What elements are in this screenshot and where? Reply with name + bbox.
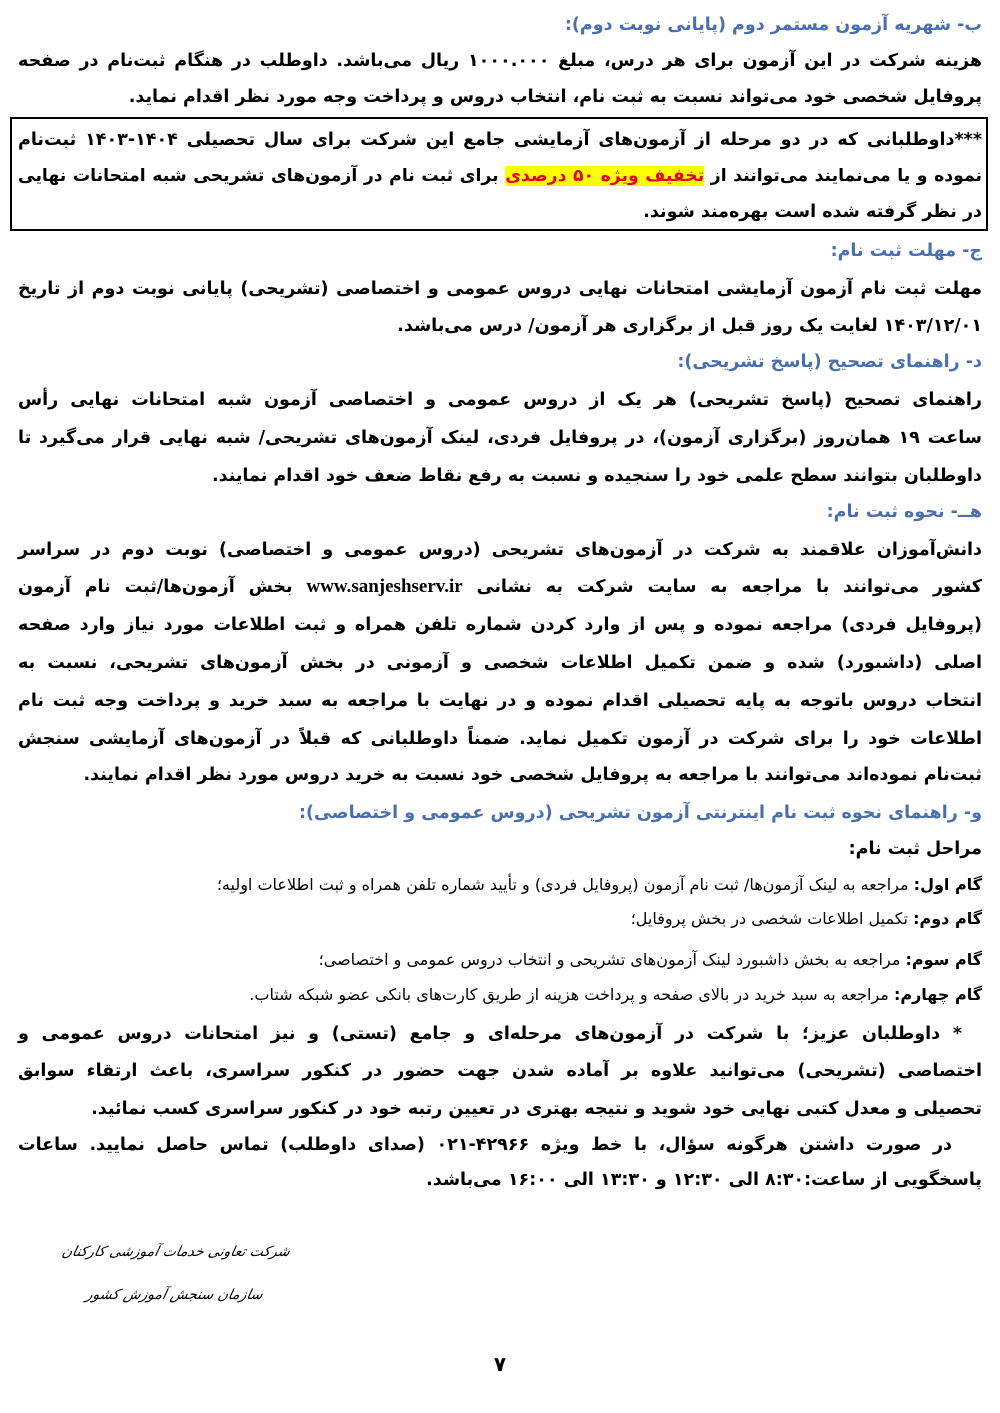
- section-h-line-7: ثبت‌نام نموده‌اند می‌توانند با مراجعه به پروفایل شخصی خود نسبت به خرید دروس مورد نظر اقدام نمایند.: [83, 765, 982, 785]
- step-2: [18, 902, 982, 936]
- note-line-3: تحصیلی و معدل کتبی نهایی خود شوید و نتیجه بهتری در تعیین رتبه خود در کنکور سراسری کسب نمائید.: [91, 1099, 982, 1119]
- section-v-heading: و- راهنمای نحوه ثبت نام اینترنتی آزمون تشریحی (دروس عمومی و اختصاصی):: [298, 803, 982, 823]
- section-c-heading: ج- مهلت ثبت نام:: [830, 241, 982, 261]
- section-h-line-2: [18, 570, 982, 604]
- section-h-line-2-before: کشور می‌توانند با مراجعه به سایت شرکت به نشانی: [476, 577, 982, 597]
- discount-line-2-before: نموده و یا می‌نمایند می‌توانند از: [710, 166, 982, 186]
- section-d-line-2: ساعت ۱۹ همان‌روز (برگزاری آزمون)، در پروفایل فردی، لینک آزمون‌های تشریحی/ شبه نهایی قرار می‌گیرد تا: [18, 428, 982, 448]
- discount-line-2-after: برای ثبت نام در آزمون‌های تشریحی شبه امتحانات نهایی: [18, 166, 499, 186]
- section-h-heading: هــ- نحوه ثبت نام:: [826, 502, 982, 522]
- contact-line-2: پاسخگویی از ساعت:۸:۳۰ الی ۱۲:۳۰ و ۱۳:۳۰ الی ۱۶:۰۰ می‌باشد.: [426, 1170, 982, 1190]
- section-h-line-1: دانش‌آموزان علاقمند به شرکت در آزمون‌های تشریحی (دروس عمومی و اختصاصی) نوبت دوم در سراسر: [18, 540, 982, 560]
- contact-line-1: در صورت داشتن هرگونه سؤال، با خط ویژه ۴۲۹۶۶-۰۲۱ (صدای داوطلب) تماس حاصل نمایید. ساعات: [18, 1135, 952, 1155]
- section-h-line-4: اصلی (داشبورد) شده و ضمن تکمیل اطلاعات شخصی و آزمونی در بخش آزمون‌های تشریحی، نسبت به: [18, 653, 982, 673]
- section-d-line-1: راهنمای تصحیح (پاسخ تشریحی) هر یک از دروس عمومی و اختصاصی آزمون شبه امتحانات نهایی رأس: [18, 390, 982, 410]
- step-1-label: گام اول:: [913, 875, 982, 894]
- section-b-line-1: هزینه شرکت در این آزمون برای هر درس، مبلغ ۱۰۰۰.۰۰۰ ریال می‌باشد. داوطلب در هنگام ثبت‌نام در صفحه: [18, 51, 982, 71]
- step-1: [18, 868, 982, 902]
- section-h-line-5: انتخاب دروس باتوجه به پایه تحصیلی اقدام نموده و در نهایت با مراجعه به سبد خرید و پرداخت وجه ثبت نام: [18, 691, 982, 711]
- step-4-label: گام چهارم:: [893, 985, 982, 1004]
- section-h-line-2-after: بخش آزمون‌ها/ثبت نام آزمون: [18, 577, 293, 597]
- section-h-line-6: اطلاعات خود را برای شرکت در آزمون تکمیل نماید. ضمناً داوطلبانی که قبلاً در آزمون‌های آزمایشی سنجش: [18, 729, 982, 749]
- note-line-2: اختصاصی (تشریحی) می‌توانید علاوه بر آماده شدن جهت حضور در کنکور سراسری، باعث ارتقاء سوابق: [18, 1061, 982, 1081]
- note-line-1: * داوطلبان عزیز؛ با شرکت در آزمون‌های مرحله‌ای و جامع (تستی) و نیز امتحانات دروس عمومی و: [18, 1024, 962, 1044]
- signature-line-1: شرکت تعاونی خدمات آموزشی کارکنان: [60, 1244, 292, 1260]
- website-link[interactable]: www.sanjeshserv.ir: [306, 576, 463, 597]
- step-1-text: مراجعه به لینک آزمون‌ها/ ثبت نام آزمون (پروفایل فردی) و تأیید شماره تلفن همراه و ثبت اطلاعات اولیه؛: [216, 875, 909, 894]
- section-c-line-1: مهلت ثبت نام آزمون آزمایشی امتحانات نهایی دروس عمومی و اختصاصی (تشریحی) پایانی نوبت دوم از تاریخ: [18, 279, 982, 299]
- section-c-line-2: ۱۴۰۳/۱۲/۰۱ لغایت یک روز قبل از برگزاری هر آزمون/ درس می‌باشد.: [397, 316, 982, 336]
- step-4: [18, 978, 982, 1012]
- discount-highlight: تخفیف ویژه ۵۰ درصدی: [505, 166, 705, 186]
- discount-line-1: ***داوطلبانی که در دو مرحله از آزمون‌های آزمایشی جامع این شرکت برای سال تحصیلی ۱۴۰۴-۱۴۰۳ ثبت‌نام: [18, 130, 982, 150]
- section-b-heading: ب- شهریه آزمون مستمر دوم (پایانی نوبت دوم):: [564, 15, 982, 35]
- step-3: [18, 943, 982, 977]
- section-b-line-2: پروفایل شخصی خود می‌تواند نسبت به ثبت نام، انتخاب دروس و پرداخت وجه مورد نظر اقدام نماید.: [128, 87, 982, 107]
- discount-line-2: [18, 159, 982, 193]
- page-number: ۷: [493, 1352, 507, 1376]
- step-4-text: مراجعه به سبد خرید در بالای صفحه و پرداخت هزینه از طریق کارت‌های بانکی عضو شبکه شتاب.: [249, 985, 889, 1004]
- steps-title: مراحل ثبت نام:: [848, 839, 982, 859]
- step-2-label: گام دوم:: [913, 909, 982, 928]
- section-d-line-3: داوطلبان بتوانند سطح علمی خود را سنجیده و نسبت به رفع نقاط ضعف خود اقدام نمایند.: [211, 466, 982, 486]
- step-3-label: گام سوم:: [905, 950, 982, 969]
- step-2-text: تکمیل اطلاعات شخصی در بخش پروفایل؛: [630, 909, 909, 928]
- section-d-heading: د- راهنمای تصحیح (پاسخ تشریحی):: [677, 352, 982, 372]
- discount-line-3: در نظر گرفته شده است بهره‌مند شوند.: [643, 202, 982, 222]
- signature-line-2: سازمان سنجش آموزش کشور: [84, 1287, 265, 1303]
- section-h-line-3: (پروفایل فردی) مراجعه نموده و پس از وارد کردن شماره تلفن همراه و ثبت اطلاعات مورد نیاز وارد صفحه: [18, 615, 982, 635]
- step-3-text: مراجعه به بخش داشبورد لینک آزمون‌های تشریحی و انتخاب دروس عمومی و اختصاصی؛: [318, 950, 901, 969]
